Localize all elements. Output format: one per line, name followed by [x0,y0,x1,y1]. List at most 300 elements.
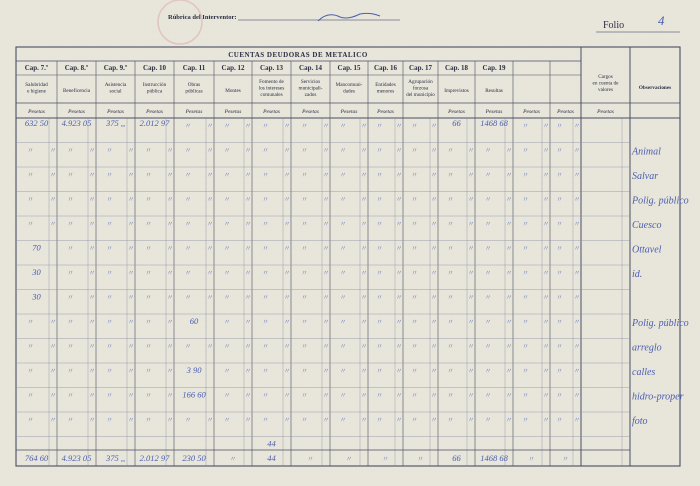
ditto-mark: 〃 [223,416,231,424]
ditto-mark: 〃 [360,171,368,179]
ditto-mark: 〃 [244,244,252,253]
ditto-mark: 〃 [542,122,550,130]
header-description: Agrupación [408,79,433,85]
chapter-label: Cap. 7.º [24,64,49,72]
chapter-label: Cap. 15 [337,64,361,72]
ditto-mark: 〃 [283,195,291,204]
header-description: en cuenta de [592,80,619,87]
ditto-mark: 〃 [262,195,269,204]
ditto-mark: 〃 [556,122,563,130]
observation-note: foto [632,416,648,427]
ditto-mark: 〃 [556,293,563,302]
ditto-mark: 〃 [573,244,581,253]
ditto-mark: 〃 [411,171,418,179]
ditto-mark: 〃 [339,269,347,277]
header-description: Fomento de [259,79,284,85]
ditto-mark: 〃 [542,171,550,179]
ditto-mark: 〃 [573,146,581,155]
ditto-mark: 〃 [223,342,231,351]
ditto-mark: 〃 [67,293,74,302]
ditto-mark: 〃 [67,269,74,277]
total-value: 44 [267,453,276,463]
ditto-mark: 〃 [411,195,418,204]
ditto-mark: 〃 [166,171,174,179]
ditto-mark: 〃 [27,146,34,155]
ditto-mark: 〃 [542,269,550,277]
ditto-mark: 〃 [345,455,353,463]
ditto-mark: 〃 [184,220,192,228]
ditto-mark: 〃 [339,416,347,424]
ditto-mark: 〃 [395,244,403,253]
ditto-mark: 〃 [505,146,513,155]
header-description: Imprevistos [444,88,469,94]
ditto-mark: 〃 [411,367,418,375]
unit-label: Pesetas [28,109,45,115]
ditto-mark: 〃 [505,220,513,228]
ditto-mark: 〃 [206,269,214,277]
ditto-mark: 〃 [447,318,454,326]
ditto-mark: 〃 [106,195,113,204]
ditto-mark: 〃 [395,269,403,277]
header-description: zados [304,92,317,98]
ditto-mark: 〃 [127,244,135,253]
ditto-mark: 〃 [145,244,152,253]
ditto-mark: 〃 [522,244,529,253]
ditto-mark: 〃 [27,342,34,351]
ditto-mark: 〃 [106,220,113,228]
ditto-mark: 〃 [262,220,269,228]
ditto-mark: 〃 [244,416,252,424]
unit-label: Pesetas [597,109,614,115]
header-description: del municipio [406,92,435,98]
ditto-mark: 〃 [244,269,252,277]
ditto-mark: 〃 [339,220,347,228]
ditto-mark: 〃 [411,293,418,302]
ditto-mark: 〃 [262,342,269,351]
ditto-mark: 〃 [88,171,96,179]
ditto-mark: 〃 [283,171,291,179]
ditto-mark: 〃 [467,195,475,204]
ditto-mark: 〃 [542,367,550,375]
ditto-mark: 〃 [360,122,368,130]
ditto-mark: 〃 [360,293,368,302]
ditto-mark: 〃 [467,269,475,277]
ditto-mark: 〃 [467,416,475,424]
header-description: Asistencia [104,82,127,88]
ledger-cell-value: 1468 68 [480,118,508,128]
header-description: públicas [185,88,203,95]
ditto-mark: 〃 [27,195,34,204]
ditto-mark: 〃 [484,171,492,179]
header-description: Entidades [375,82,396,88]
ditto-mark: 〃 [522,171,529,179]
ditto-mark: 〃 [301,146,308,155]
chapter-label: Cap. 8.º [64,64,89,72]
ditto-mark: 〃 [184,146,192,155]
ditto-mark: 〃 [184,269,192,277]
ditto-mark: 〃 [244,146,252,155]
ledger-cell-value: 4.923 05 [61,118,92,128]
ditto-mark: 〃 [49,391,57,400]
ditto-mark: 〃 [283,220,291,228]
ditto-mark: 〃 [27,416,34,424]
ditto-mark: 〃 [322,269,330,277]
ditto-mark: 〃 [376,244,383,253]
ditto-mark: 〃 [395,220,403,228]
chapter-label: Cap. 16 [374,64,397,72]
ditto-mark: 〃 [542,146,550,155]
ledger-cell-value: 70 [32,242,41,253]
ditto-mark: 〃 [339,391,347,400]
header-description: municipali- [298,85,323,92]
ditto-mark: 〃 [411,269,418,277]
chapter-label: Cap. 18 [445,64,468,72]
ledger-cell-value: 166 60 [182,389,206,400]
ditto-mark: 〃 [166,146,174,155]
ditto-mark: 〃 [522,342,529,351]
ditto-mark: 〃 [301,220,308,228]
ditto-mark: 〃 [184,416,192,424]
ditto-mark: 〃 [430,171,438,179]
ditto-mark: 〃 [395,342,403,351]
chapter-label: Cap. 13 [260,64,283,72]
ledger-cell-value: 2.012 97 [139,118,170,128]
ledger-cell-value: 66 [452,118,461,128]
ditto-mark: 〃 [67,195,74,204]
ditto-mark: 〃 [447,367,454,375]
unit-label: Pesetas [448,109,465,115]
ditto-mark: 〃 [556,244,563,253]
ditto-mark: 〃 [411,318,418,326]
ditto-mark: 〃 [322,293,330,302]
ledger-cell-value: 30 [32,291,41,302]
ditto-mark: 〃 [145,195,152,204]
ditto-mark: 〃 [522,146,529,155]
ditto-mark: 〃 [376,416,383,424]
ditto-mark: 〃 [376,171,383,179]
ditto-mark: 〃 [223,122,231,130]
ditto-mark: 〃 [27,318,34,326]
ditto-mark: 〃 [339,171,347,179]
ditto-mark: 〃 [556,318,563,326]
ditto-mark: 〃 [556,171,563,179]
ditto-mark: 〃 [223,220,231,228]
chapter-label: Cap. 9.º [103,64,128,72]
ditto-mark: 〃 [430,146,438,155]
ditto-mark: 〃 [223,318,231,326]
ditto-mark: 〃 [145,416,152,424]
ditto-mark: 〃 [360,367,368,375]
ditto-mark: 〃 [522,293,529,302]
ditto-mark: 〃 [542,220,550,228]
ditto-mark: 〃 [322,244,330,253]
ditto-mark: 〃 [411,122,418,130]
ditto-mark: 〃 [339,195,347,204]
unit-label: Pesetas [377,109,394,115]
unit-label: Pesetas [263,109,280,115]
ditto-mark: 〃 [127,171,135,179]
ditto-mark: 〃 [283,244,291,253]
ditto-mark: 〃 [484,342,492,351]
ditto-mark: 〃 [322,391,330,400]
ditto-mark: 〃 [49,367,57,375]
ditto-mark: 〃 [184,122,192,130]
header-description: comunales [260,92,283,98]
ditto-mark: 〃 [127,391,135,400]
ditto-mark: 〃 [556,269,563,277]
ditto-mark: 〃 [505,195,513,204]
ditto-mark: 〃 [484,416,492,424]
ditto-mark: 〃 [339,146,347,155]
ditto-mark: 〃 [542,244,550,253]
ditto-mark: 〃 [395,293,403,302]
ditto-mark: 〃 [106,171,113,179]
ditto-mark: 〃 [27,391,34,400]
ditto-mark: 〃 [360,146,368,155]
ditto-mark: 〃 [244,293,252,302]
ditto-mark: 〃 [106,318,113,326]
ditto-mark: 〃 [505,391,513,400]
ditto-mark: 〃 [184,171,192,179]
ditto-mark: 〃 [283,342,291,351]
ditto-mark: 〃 [556,416,563,424]
column-header [406,64,435,98]
unit-label: Pesetas [340,109,358,115]
header-description: dades [343,88,355,95]
ditto-mark: 〃 [542,318,550,326]
unit-label: Pesetas [485,109,503,115]
ditto-mark: 〃 [49,146,57,155]
ditto-mark: 〃 [376,367,383,375]
ditto-mark: 〃 [166,367,174,375]
ditto-mark: 〃 [166,269,174,277]
ditto-mark: 〃 [360,195,368,204]
chapter-label: Cap. 14 [299,64,322,72]
ditto-mark: 〃 [88,293,96,302]
ditto-mark: 〃 [67,391,74,400]
ditto-mark: 〃 [395,146,403,155]
ditto-mark: 〃 [376,146,383,155]
ditto-mark: 〃 [430,195,438,204]
ditto-mark: 〃 [145,269,152,277]
ditto-mark: 〃 [166,195,174,204]
ditto-mark: 〃 [322,220,330,228]
ditto-mark: 〃 [528,455,535,463]
ditto-mark: 〃 [556,391,563,400]
ditto-mark: 〃 [127,220,135,228]
ditto-mark: 〃 [505,367,513,375]
ditto-mark: 〃 [430,416,438,424]
ditto-mark: 〃 [542,293,550,302]
ditto-mark: 〃 [283,269,291,277]
header-description: Beneficencia [62,88,91,94]
ditto-mark: 〃 [127,269,135,277]
ledger-cell-value: 60 [189,316,199,326]
ditto-mark: 〃 [145,367,152,375]
ditto-mark: 〃 [301,171,308,179]
ditto-mark: 〃 [127,367,135,375]
ditto-mark: 〃 [447,391,454,400]
ditto-mark: 〃 [301,416,308,424]
ditto-mark: 〃 [430,293,438,302]
unit-label: Pesetas [224,109,242,115]
ditto-mark: 〃 [206,195,214,204]
header-description: Montes [225,88,241,94]
ditto-mark: 〃 [322,122,330,130]
ditto-mark: 〃 [166,391,174,400]
unit-label: Pesetas [146,109,163,115]
ditto-mark: 〃 [360,342,368,351]
ditto-mark: 〃 [430,342,438,351]
ditto-mark: 〃 [301,122,308,130]
header-description: menores [376,88,395,95]
ditto-mark: 〃 [88,342,96,351]
ditto-mark: 〃 [467,293,475,302]
ledger-cell-value: 3 90 [186,365,202,375]
ditto-mark: 〃 [244,318,252,326]
header-description: Salubridad [25,82,48,88]
header-description: Obras [187,82,201,88]
ditto-mark: 〃 [411,342,418,351]
ditto-mark: 〃 [395,171,403,179]
ditto-mark: 〃 [484,293,492,302]
ditto-mark: 〃 [322,318,330,326]
ditto-mark: 〃 [505,269,513,277]
header-description: Resultas [485,88,503,94]
ditto-mark: 〃 [542,342,550,351]
ditto-mark: 〃 [430,220,438,228]
unit-label: Pesetas [523,109,540,115]
ditto-mark: 〃 [27,220,34,228]
ditto-mark: 〃 [283,367,291,375]
ditto-mark: 〃 [395,195,403,204]
ditto-mark: 〃 [223,367,231,375]
ditto-mark: 〃 [262,367,269,375]
ditto-mark: 〃 [301,269,308,277]
ditto-mark: 〃 [244,367,252,375]
ditto-mark: 〃 [166,342,174,351]
ditto-mark: 〃 [376,122,383,130]
ditto-mark: 〃 [484,318,492,326]
observation-note: Polig. público [632,195,689,207]
ditto-mark: 〃 [562,455,569,463]
ditto-mark: 〃 [484,269,492,277]
ditto-mark: 〃 [67,171,74,179]
observation-note: Cuesco [632,220,662,231]
table-title: CUENTAS DEUDORAS DE METALICO [228,51,368,59]
ditto-mark: 〃 [262,146,269,155]
ditto-mark: 〃 [88,367,96,375]
ditto-mark: 〃 [376,220,383,228]
ditto-mark: 〃 [127,146,135,155]
ditto-mark: 〃 [145,220,152,228]
ditto-mark: 〃 [505,342,513,351]
ditto-mark: 〃 [49,416,57,424]
ditto-mark: 〃 [522,195,529,204]
ledger-cell-value: 44 [267,438,276,449]
ditto-mark: 〃 [447,244,454,253]
ditto-mark: 〃 [542,195,550,204]
ditto-mark: 〃 [67,342,74,351]
ditto-mark: 〃 [206,342,214,351]
observation-note: Ottavel [632,244,662,256]
ditto-mark: 〃 [127,293,135,302]
ditto-mark: 〃 [206,122,214,130]
ditto-mark: 〃 [244,122,252,130]
total-value: 764 60 [24,453,49,463]
ditto-mark: 〃 [244,171,252,179]
ditto-mark: 〃 [573,122,581,130]
ditto-mark: 〃 [467,146,475,155]
ditto-mark: 〃 [223,244,231,253]
ditto-mark: 〃 [166,416,174,424]
ditto-mark: 〃 [556,195,563,204]
observation-note: Polig. público [632,318,689,329]
ditto-mark: 〃 [505,244,513,253]
header-description: social [109,88,122,95]
ditto-mark: 〃 [145,293,152,302]
ditto-mark: 〃 [301,342,308,351]
ditto-mark: 〃 [184,195,192,204]
ditto-mark: 〃 [262,244,269,253]
ditto-mark: 〃 [542,391,550,400]
ditto-mark: 〃 [206,146,214,155]
observation-note: calles [632,367,656,378]
ditto-mark: 〃 [339,244,347,253]
ditto-mark: 〃 [166,293,174,302]
ditto-mark: 〃 [467,391,475,400]
ditto-mark: 〃 [467,367,475,375]
total-value: 4.923 05 [61,453,92,463]
total-value: 2.012 97 [139,453,170,463]
unit-label: Pesetas [107,109,124,115]
ditto-mark: 〃 [573,195,581,204]
ditto-mark: 〃 [106,342,113,351]
ditto-mark: 〃 [67,146,74,155]
ditto-mark: 〃 [556,220,563,228]
ditto-mark: 〃 [127,342,135,351]
folio-number: 4 [658,13,665,28]
ditto-mark: 〃 [301,318,308,326]
ditto-mark: 〃 [49,195,57,204]
ditto-mark: 〃 [145,391,152,400]
ditto-mark: 〃 [262,416,269,424]
ditto-mark: 〃 [244,195,252,204]
ditto-mark: 〃 [522,391,529,400]
ditto-mark: 〃 [376,293,383,302]
ditto-mark: 〃 [145,171,152,179]
ditto-mark: 〃 [447,293,454,302]
ditto-mark: 〃 [27,367,34,375]
unit-label: Pesetas [185,109,203,115]
ditto-mark: 〃 [301,293,308,302]
ditto-mark: 〃 [49,342,57,351]
ditto-mark: 〃 [88,318,96,326]
ditto-mark: 〃 [360,220,368,228]
ditto-mark: 〃 [484,195,492,204]
ditto-mark: 〃 [301,195,308,204]
header-description: Instrucción [142,82,167,88]
ditto-mark: 〃 [106,244,113,253]
ditto-mark: 〃 [522,269,529,277]
ditto-mark: 〃 [376,195,383,204]
ledger-cell-value: 375 ,, [105,118,126,128]
ditto-mark: 〃 [573,293,581,302]
ditto-mark: 〃 [339,122,347,130]
ditto-mark: 〃 [573,171,581,179]
ledger-cell-value: 632 50 [24,118,49,128]
ditto-mark: 〃 [67,220,74,228]
